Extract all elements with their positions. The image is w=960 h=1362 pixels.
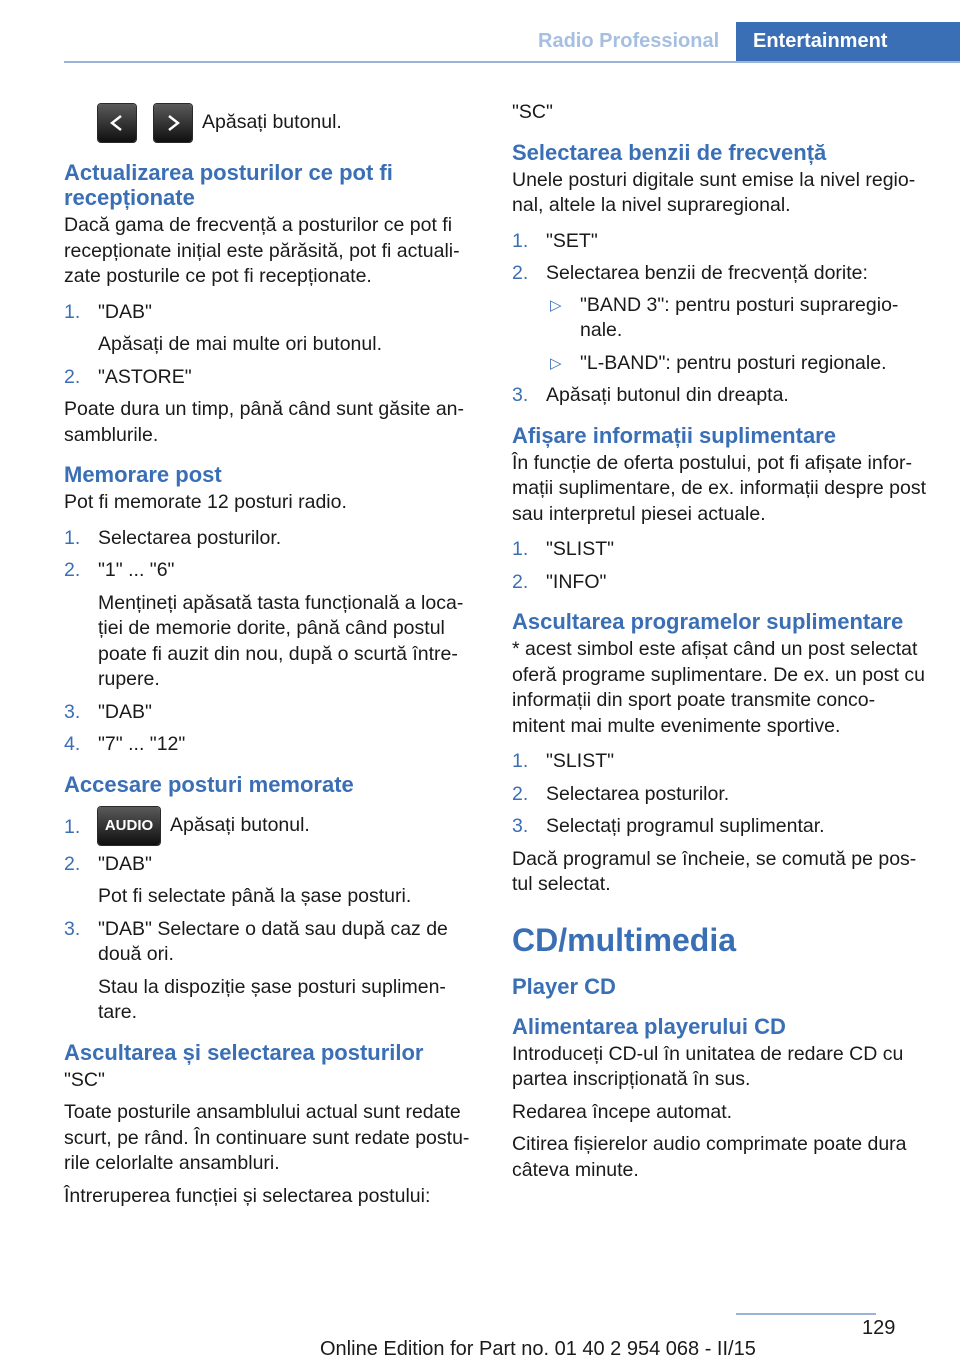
- edition-note: Online Edition for Part no. 01 40 2 954 068 - II/15: [320, 1338, 756, 1360]
- step-text: Apăsați butonul.: [170, 813, 310, 836]
- header-chapter-tab: Entertainment: [736, 22, 960, 63]
- step-text: "DAB" Selectare o dată sau după caz de două ori.: [98, 917, 448, 965]
- sub-option: [546, 351, 927, 377]
- list-item: [512, 383, 927, 409]
- section-title-update-stations: Actualizarea posturilor ce pot fi recepționate: [64, 160, 393, 210]
- previous-arrow-icon: [98, 104, 136, 142]
- step-detail: Mențineți apăsată tasta funcțională a loca-ției de memorie dorite, până când postul poate fi auzit din nou, după o scurtă între-rupere.: [98, 591, 464, 690]
- paragraph: Toate posturile ansamblului actual sunt redate scurt, pe rând. În continuare sunt redate postu-rile celorlalte ansambluri.: [64, 1101, 470, 1174]
- header-rule: [64, 61, 960, 63]
- paragraph: * acest simbol este afișat când un post selectat oferă programe suplimentare. De ex. un post cu informații din sport poate transmite conco-mitent mai multe evenimente sportive.: [512, 638, 925, 737]
- list-item: [64, 700, 479, 726]
- step-text: "DAB": [98, 852, 152, 875]
- step-number: 2.: [512, 570, 529, 593]
- step-text: Selectați programul suplimentar.: [546, 815, 825, 837]
- paragraph: Citirea fișierelor audio comprimate poate dura câteva minute.: [512, 1133, 907, 1181]
- list-item: [64, 558, 479, 693]
- list-item: [64, 807, 479, 845]
- section-title-extra-info: Afișare informații suplimentare: [512, 422, 836, 448]
- step-text: "1" ... "6": [98, 559, 175, 581]
- steps-list: [64, 807, 479, 1026]
- paragraph: Introduceți CD-ul în unitatea de redare CD cu partea inscripționată în sus.: [512, 1042, 904, 1090]
- steps-list: [512, 749, 927, 840]
- section-title-access-stored: Accesare posturi memorate: [64, 771, 354, 797]
- arrow-buttons-row: [64, 100, 479, 146]
- left-column: [64, 100, 479, 1216]
- step-text: "ASTORE": [98, 365, 192, 388]
- step-text: "SLIST": [546, 750, 615, 772]
- audio-button-icon: AUDIO: [98, 807, 160, 845]
- step-text: "DAB": [98, 700, 152, 723]
- step-number: 1.: [512, 229, 529, 252]
- list-item: [512, 537, 927, 563]
- chapter-title: CD/multimedia: [512, 921, 737, 958]
- step-number: 3.: [64, 700, 81, 723]
- step-number: 2.: [64, 852, 81, 875]
- list-item: [512, 814, 927, 840]
- list-item: [512, 782, 927, 808]
- section-title-extra-programs: Ascultarea programelor suplimentare: [512, 609, 904, 634]
- steps-list: [64, 300, 479, 391]
- step-text: Selectarea posturilor.: [98, 526, 282, 549]
- sub-option: [546, 293, 927, 344]
- step-detail: Stau la dispoziție șase posturi suplimen-tare.: [98, 975, 446, 1023]
- list-item: [64, 852, 479, 910]
- page-number: 129: [862, 1317, 896, 1339]
- section-title-select-band: Selectarea benzii de frecvență: [512, 139, 827, 165]
- paragraph: Redarea începe automat.: [512, 1100, 733, 1123]
- step-text: Apăsați butonul din dreapta.: [546, 384, 789, 406]
- step-detail: Apăsați de mai multe ori butonul.: [98, 333, 382, 355]
- paragraph: Unele posturi digitale sunt emise la nivel regio-nal, altele la nivel supraregional.: [512, 168, 916, 216]
- step-text: Selectarea posturilor.: [546, 782, 730, 805]
- step-number: 4.: [64, 733, 81, 755]
- step-text: Selectarea benzii de frecvență dorite:: [546, 262, 868, 284]
- step-number: 2.: [512, 782, 529, 805]
- header-section-title: Radio Professional: [538, 30, 720, 52]
- step-text: "7" ... "12": [98, 733, 186, 755]
- step-number: 2.: [64, 559, 81, 581]
- list-item: [64, 732, 479, 758]
- step-number: 2.: [512, 262, 529, 284]
- step-text: "DAB": [98, 300, 152, 323]
- step-number: 3.: [512, 815, 529, 837]
- section-title-load-cd: Alimentarea playerului CD: [512, 1013, 786, 1039]
- paragraph: În funcție de oferta postului, pot fi afișate infor-mații suplimentare, de ex. informații despre post sau interpretul piesei actuale.: [512, 451, 927, 525]
- paragraph: "SC": [512, 101, 553, 123]
- paragraph: Pot fi memorate 12 posturi radio.: [64, 491, 347, 513]
- step-number: 1.: [64, 526, 81, 549]
- step-number: 2.: [64, 365, 81, 388]
- list-item: [64, 300, 479, 358]
- subchapter-title: Player CD: [512, 973, 616, 999]
- list-item: [512, 261, 927, 376]
- paragraph: Dacă programul se încheie, se comută pe pos-tul selectat.: [512, 847, 917, 895]
- footer-rule: [736, 1313, 876, 1315]
- list-item: [64, 365, 479, 391]
- step-number: 3.: [64, 917, 81, 940]
- step-number: 1.: [512, 750, 529, 772]
- paragraph: Întreruperea funcției și selectarea postului:: [64, 1184, 431, 1207]
- sub-option-text: "L-BAND": pentru posturi regionale.: [580, 351, 887, 374]
- sub-option-text: "BAND 3": pentru posturi supraregio-nale.: [580, 293, 899, 341]
- sub-options-list: [546, 293, 927, 377]
- list-item: [64, 526, 479, 552]
- audio-row: [98, 807, 310, 845]
- next-arrow-icon: [154, 104, 192, 142]
- step-text: "SET": [546, 229, 598, 252]
- section-title-listen-select: Ascultarea și selectarea posturilor: [64, 1039, 424, 1065]
- steps-list: [512, 537, 927, 595]
- list-item: [512, 229, 927, 255]
- step-text: "INFO": [546, 570, 607, 593]
- steps-list: [64, 526, 479, 758]
- steps-list: [512, 229, 927, 409]
- list-item: [512, 570, 927, 596]
- section-title-store-station: Memorare post: [64, 462, 222, 487]
- paragraph: Poate dura un timp, până când sunt găsite an-samblurile.: [64, 398, 465, 446]
- step-detail: Pot fi selectate până la șase posturi.: [98, 885, 412, 907]
- paragraph: Dacă gama de frecvență a posturilor ce pot fi recepționate inițial este părăsită, pot fi actuali-zate posturile ce pot fi recepționate.: [64, 214, 460, 287]
- step-number: 1.: [64, 815, 81, 838]
- step-number: 1.: [64, 300, 81, 323]
- right-column: [512, 100, 927, 1190]
- step-text: "SLIST": [546, 538, 615, 560]
- paragraph: "SC": [64, 1068, 105, 1091]
- step-number: 3.: [512, 384, 529, 406]
- triangle-bullet-icon: ▷: [550, 296, 562, 314]
- list-item: [512, 749, 927, 775]
- triangle-bullet-icon: ▷: [550, 354, 562, 372]
- step-number: 1.: [512, 538, 529, 560]
- list-item: [64, 917, 479, 1026]
- arrow-instruction: Apăsați butonul.: [202, 111, 342, 134]
